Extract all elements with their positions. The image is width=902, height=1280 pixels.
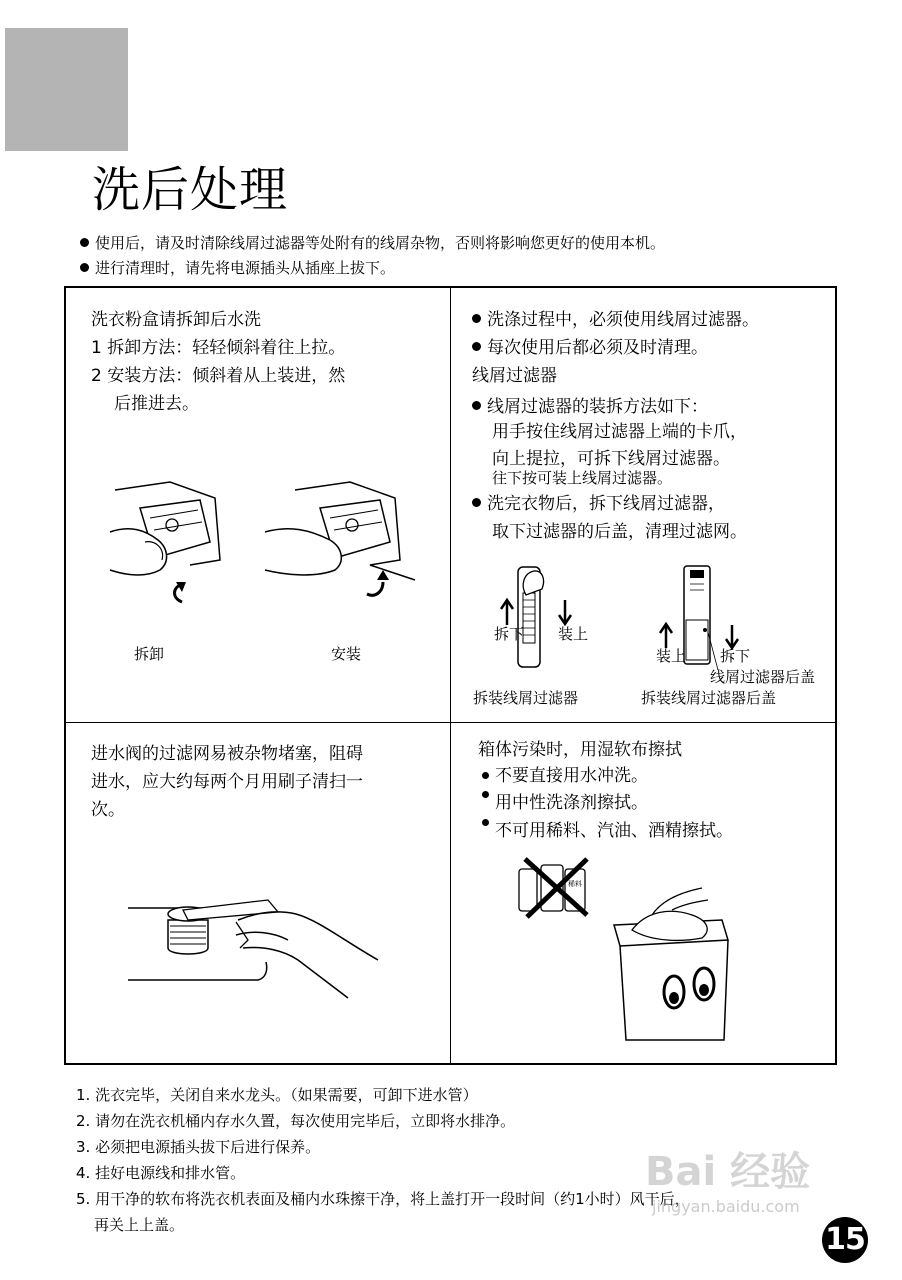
fig1-caption: 拆装线屑过滤器 xyxy=(473,689,579,707)
solvent-can-label: 稀料 xyxy=(568,880,582,888)
grid-divider-horizontal xyxy=(64,722,837,723)
bullet-icon xyxy=(472,342,481,351)
watermark-url: jingyan.baidu.com xyxy=(652,1197,800,1216)
filter-bullet-1: 洗涤过程中，必须使用线屑过滤器。 xyxy=(472,307,759,334)
filter-bullet-3-line-3: 向上提拉，可拆下线屑过滤器。 xyxy=(492,449,730,469)
intro-line-1: 使用后，请及时清除线屑过滤器等处附有的线屑杂物，否则将影响您更好的使用本机。 xyxy=(80,233,665,253)
fig1-install-label: 装上 xyxy=(558,625,589,643)
corner-grey-block xyxy=(5,28,128,151)
note-4: 4. 挂好电源线和排水管。 xyxy=(76,1164,246,1182)
detergent-heading: 洗衣粉盒请拆卸后水洗 xyxy=(91,310,261,330)
fig2-caption: 拆装线屑过滤器后盖 xyxy=(641,689,777,707)
wiping-cabinet-illustration xyxy=(612,880,732,1050)
fig1-remove-label: 拆下 xyxy=(494,625,525,643)
page-number: 15 xyxy=(822,1217,868,1263)
bullet-icon xyxy=(80,263,89,272)
inlet-text-line-3: 次。 xyxy=(91,800,125,820)
filter-bullet-3: 线屑过滤器的装拆方法如下： xyxy=(472,396,708,418)
prohibited-solvents-illustration xyxy=(515,855,595,920)
cabinet-heading: 箱体污染时，用湿软布擦拭 xyxy=(478,740,682,760)
cabinet-bullet-3: 不可用稀料、汽油、酒精擦拭。 xyxy=(482,818,733,845)
bullet-icon xyxy=(482,791,489,798)
lint-filter-illustration xyxy=(490,555,600,675)
filter-bullet-3-line-2: 用手按住线屑过滤器上端的卡爪， xyxy=(492,422,747,442)
bullet-icon xyxy=(482,819,489,826)
bullet-icon xyxy=(472,314,481,323)
fig2-remove-label: 拆下 xyxy=(720,647,751,665)
note-5-cont: 再关上上盖。 xyxy=(94,1216,185,1234)
bullet-icon xyxy=(472,498,481,507)
bullet-icon xyxy=(80,238,89,247)
page-title: 洗后处理 xyxy=(92,162,289,218)
detergent-step-1: 1 拆卸方法：轻轻倾斜着往上拉。 xyxy=(91,338,346,358)
watermark-logo: Bai 经验 xyxy=(645,1149,811,1195)
detergent-remove-illustration xyxy=(110,470,230,610)
cabinet-bullet-2: 用中性洗涤剂擦拭。 xyxy=(482,790,648,817)
filter-subheading: 线屑过滤器 xyxy=(472,366,557,386)
note-2: 2. 请勿在洗衣机桶内存水久置，每次使用完毕后，立即将水排净。 xyxy=(76,1112,516,1130)
note-5: 5. 用干净的软布将洗衣机表面及桶内水珠擦干净，将上盖打开一段时间（约1小时）风干后， xyxy=(76,1190,690,1208)
caption-remove: 拆卸 xyxy=(134,645,165,663)
bullet-icon xyxy=(482,772,489,779)
note-3: 3. 必须把电源插头拔下后进行保养。 xyxy=(76,1138,321,1156)
filter-bullet-4-line-2: 取下过滤器的后盖，清理过滤网。 xyxy=(492,522,747,542)
inlet-text-line-2: 进水，应大约每两个月用刷子清扫一 xyxy=(91,772,363,792)
inlet-brush-illustration xyxy=(128,890,388,1000)
cabinet-bullet-1: 不要直接用水冲洗。 xyxy=(482,763,648,790)
detergent-step-2: 2 安装方法：倾斜着从上装进，然 xyxy=(91,366,346,386)
grid-divider-vertical xyxy=(450,286,451,1065)
filter-bullet-2: 每次使用后都必须及时清理。 xyxy=(472,335,708,362)
fig2-cover-label: 线屑过滤器后盖 xyxy=(710,668,816,686)
fig2-install-label: 装上 xyxy=(656,647,687,665)
detergent-install-illustration xyxy=(265,470,425,610)
note-1: 1. 洗衣完毕，关闭自来水龙头。（如果需要，可卸下进水管） xyxy=(76,1086,478,1104)
filter-bullet-3-line-4: 往下按可装上线屑过滤器。 xyxy=(492,469,673,487)
caption-install: 安装 xyxy=(331,645,362,663)
filter-bullet-4: 洗完衣物后，拆下线屑过滤器， xyxy=(472,491,725,518)
bullet-icon xyxy=(472,401,481,410)
detergent-step-2-cont: 后推进去。 xyxy=(114,394,199,414)
intro-line-2: 进行清理时，请先将电源插头从插座上拔下。 xyxy=(80,258,395,278)
inlet-text-line-1: 进水阀的过滤网易被杂物堵塞，阻碍 xyxy=(91,744,363,764)
care-notes xyxy=(76,1082,690,1238)
